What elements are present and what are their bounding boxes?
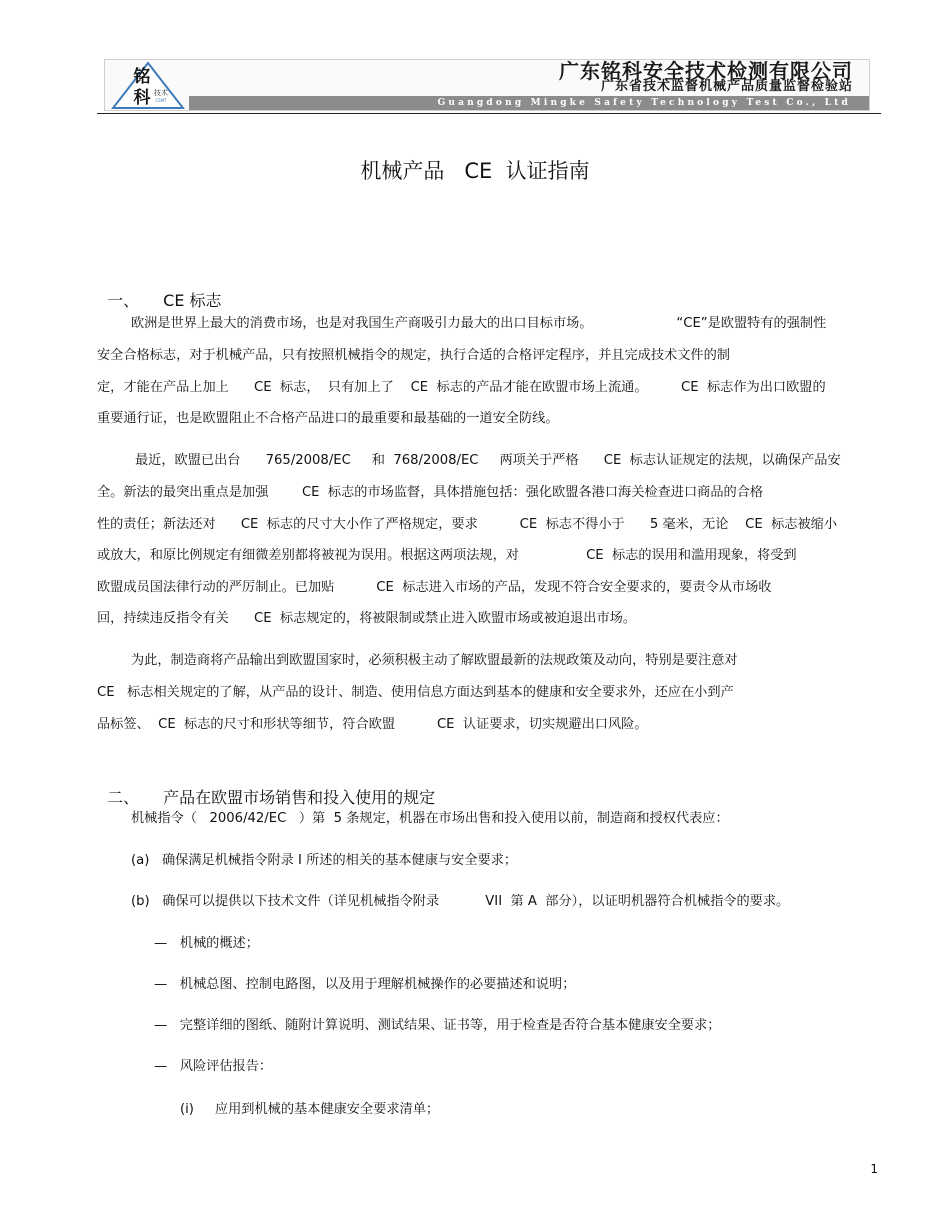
paragraph-line: 或放大，和原比例规定有细微差别都将被视为误用。根据这两项法规，对 CE 标志的误用和滥用现象，将受到 [97,548,797,563]
company-name-cn: 广东铭科安全技术检测有限公司 [559,59,853,83]
section-title: 产品在欧盟市场销售和投入使用的规定 [163,788,436,807]
paragraph-line: 重要通行证，也是欧盟阻止不合格产品进口的最重要和最基础的一道安全防线。 [97,411,559,426]
paragraph-line: 最近，欧盟已出台 765/2008/EC 和 768/2008/EC 两项关于严格 CE 标志认证规定的法规，以确保产品安 [135,453,841,468]
company-name-en: Guangdong Mingke Safety Technology Test Co., Ltd [437,98,851,108]
list-item: (b) 确保可以提供以下技术文件（详见机械指令附录 VII 第 A 部分），以证明机器符合机械指令的要求。 [131,894,790,909]
paragraph-line: CE 标志相关规定的了解，从产品的设计、制造、使用信息方面达到基本的健康和安全要求外，还应在小到产 [97,685,734,700]
paragraph-line: 回，持续违反指令有关 CE 标志规定的，将被限制或禁止进入欧盟市场或被迫退出市场。 [97,611,637,626]
logo-small-text: 技术 [154,89,168,97]
list-item: (a) 确保满足机械指令附录 I 所述的相关的基本健康与安全要求； [131,853,518,868]
list-item: — 机械的概述； [154,936,259,951]
paragraph-line: 欧洲是世界上最大的消费市场，也是对我国生产商吸引力最大的出口目标市场。 “CE”是欧盟特有的强制性 [131,316,827,331]
paragraph-line: 性的责任；新法还对 CE 标志的尺寸大小作了严格规定，要求 CE 标志不得小于 5 毫米，无论 CE 标志被缩小 [97,517,838,532]
logo-tiny-text: CSMT [155,98,167,103]
paragraph-line: 为此，制造商将产品输出到欧盟国家时，必须积极主动了解欧盟最新的法规政策及动向，特别是要注意对 [131,653,738,668]
paragraph-line: 安全合格标志，对于机械产品，只有按照机械指令的规定，执行合适的合格评定程序，并且完成技术文件的制 [97,348,730,363]
paragraph-line: 欧盟成员国法律行动的严厉制止。已加贴 CE 标志进入市场的产品，发现不符合安全要求的，要责令从市场收 [97,580,772,595]
page-number: 1 [870,1162,878,1176]
paragraph-line: 机械指令（ 2006/42/EC ）第 5 条规定，机器在市场出售和投入使用以前，制造商和授权代表应： [131,811,729,826]
section-heading-2 [97,766,435,808]
company-subtitle-cn: 广东省技术监督机械产品质量监督检验站 [600,79,853,94]
list-item: — 机械总图、控制电路图，以及用于理解机械操作的必要描述和说明； [154,977,576,992]
logo-char-bottom: 科 [133,88,151,108]
document-title: 机械产品 CE 认证指南 [360,159,590,183]
list-item: (i) 应用到机械的基本健康安全要求清单； [180,1102,440,1117]
header-divider [97,113,881,114]
paragraph-line: 品标签、 CE 标志的尺寸和形状等细节，符合欧盟 CE 认证要求，切实规避出口风险。 [97,717,648,732]
header-bar [189,96,869,110]
logo-char-top: 铭 [133,67,151,87]
company-logo [111,61,185,110]
section-title: CE 标志 [163,291,222,310]
paragraph-line: 全。新法的最突出重点是加强 CE 标志的市场监督，具体措施包括：强化欧盟各港口海关检查进口商品的合格 [97,485,764,500]
letterhead [104,59,870,111]
list-item: — 风险评估报告： [154,1059,273,1074]
section-heading-1 [97,269,222,311]
paragraph-line: 定，才能在产品上加上 CE 标志， 只有加上了 CE 标志的产品才能在欧盟市场上流通。 CE 标志作为出口欧盟的 [97,380,826,395]
section-number: 二、 [107,788,140,807]
list-item: — 完整详细的图纸、随附计算说明、测试结果、证书等，用于检查是否符合基本健康安全要求； [154,1018,721,1033]
section-number: 一、 [107,291,140,310]
